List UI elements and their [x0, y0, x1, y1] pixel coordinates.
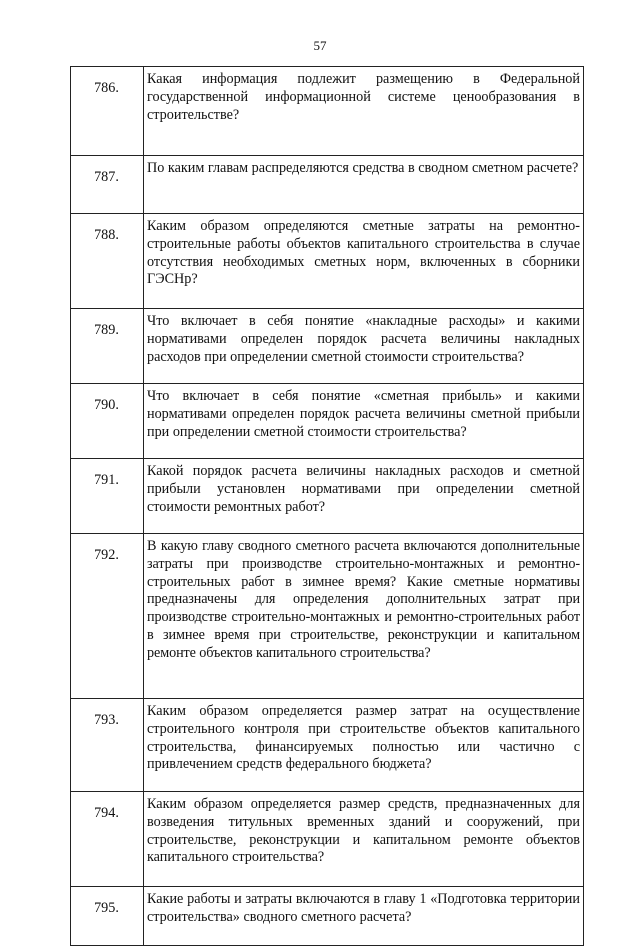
question-text: Что включает в себя понятие «сметная прибыль» и какими нормативами определен порядок расчета величины сметной прибыли при определении сметной стоимости строительства?	[144, 384, 584, 459]
question-text: Какие работы и затраты включаются в главу 1 «Подготовка территории строительства» сводного сметного расчета?	[144, 887, 584, 946]
question-number: 790.	[71, 384, 144, 459]
question-text: Каким образом определяется размер затрат на осуществление строительного контроля при строительстве объектов капитального строительства, финансируемых полностью или частично с привлечением средств федерального бюджета?	[144, 699, 584, 792]
question-number: 795.	[71, 887, 144, 946]
question-text: Какой порядок расчета величины накладных расходов и сметной прибыли установлен нормативами при определении сметной стоимости ремонтных работ?	[144, 459, 584, 534]
question-number: 793.	[71, 699, 144, 792]
question-number: 792.	[71, 534, 144, 699]
questions-table	[70, 66, 584, 946]
question-number: 791.	[71, 459, 144, 534]
question-row	[71, 792, 584, 887]
question-row	[71, 156, 584, 214]
question-row	[71, 214, 584, 309]
question-row	[71, 309, 584, 384]
question-text: По каким главам распределяются средства в сводном сметном расчете?	[144, 156, 584, 214]
question-number: 789.	[71, 309, 144, 384]
question-number: 786.	[71, 67, 144, 156]
question-text: Каким образом определяются сметные затраты на ремонтно-строительные работы объектов капитального строительства в случае отсутствия необходимых сметных норм, включенных в сборники ГЭСНр?	[144, 214, 584, 309]
question-text: Какая информация подлежит размещению в Федеральной государственной информационной системе ценообразования в строительстве?	[144, 67, 584, 156]
question-row	[71, 67, 584, 156]
page-number: 57	[313, 38, 327, 53]
question-text: Каким образом определяется размер средств, предназначенных для возведения титульных временных зданий и сооружений, при строительстве, реконструкции и капитальном ремонте объектов капитального строительства?	[144, 792, 584, 887]
question-row	[71, 887, 584, 946]
question-row	[71, 384, 584, 459]
question-number: 787.	[71, 156, 144, 214]
question-row	[71, 534, 584, 699]
question-text: В какую главу сводного сметного расчета включаются дополнительные затраты при производстве строительно-монтажных и ремонтно-строительных работ в зимнее время? Какие сметные нормативы предназначены для определения дополнительных затрат при производстве строительно-монтажных и ремонтно-строительных работ в зимнее время при строительстве, реконструкции и капитальном ремонте объектов капитального строительства?	[144, 534, 584, 699]
question-row	[71, 699, 584, 792]
question-number: 788.	[71, 214, 144, 309]
question-number: 794.	[71, 792, 144, 887]
question-row	[71, 459, 584, 534]
question-text: Что включает в себя понятие «накладные расходы» и какими нормативами определен порядок расчета величины накладных расходов при определении сметной стоимости строительства?	[144, 309, 584, 384]
